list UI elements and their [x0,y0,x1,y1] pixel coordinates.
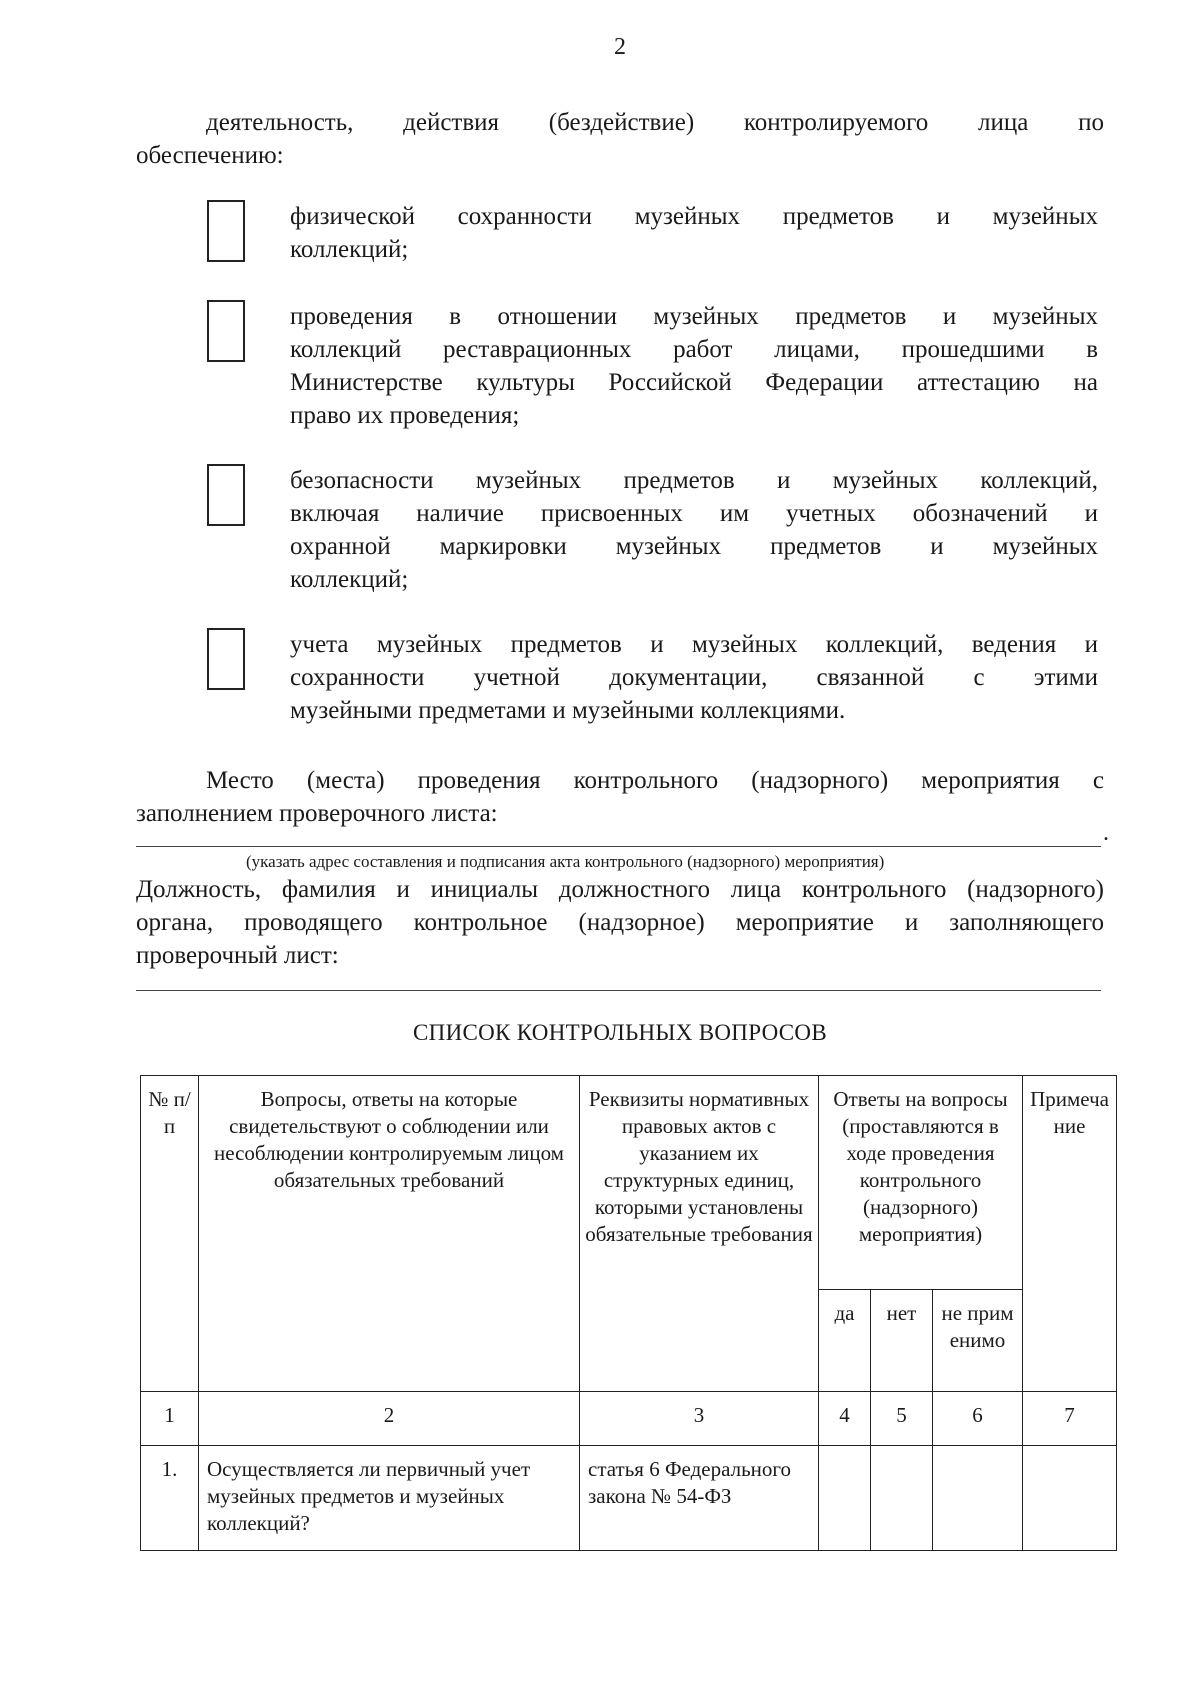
col-number: 5 [871,1392,933,1446]
option-line: включая наличие присвоенных им учетных обозначений и [290,500,1098,527]
intro-line-2: обеспечению: [136,142,284,169]
checkbox[interactable] [207,300,245,362]
official-paragraph [136,873,1104,972]
col-number: 7 [1023,1392,1117,1446]
header-requisites: Реквизиты нормативных правовых актов с указанием их структурных единиц, которыми установлены обязательные требования [580,1076,819,1392]
header-questions: Вопросы, ответы на которые свидетельствуют о соблюдении или несоблюдении контролируемым лицом обязательных требований [199,1076,580,1392]
list-title: СПИСОК КОНТРОЛЬНЫХ ВОПРОСОВ [413,1020,827,1045]
intro-line-1: деятельность, действия (бездействие) контролируемого лица по [206,109,1104,136]
option-line: охранной маркировки музейных предметов и музейных [290,533,1098,560]
address-end-mark: . [1103,820,1109,846]
option-line: коллекций; [290,566,409,593]
col-number: 3 [580,1392,819,1446]
option-line: учета музейных предметов и музейных коллекций, ведения и [290,631,1098,658]
table-number-row [141,1392,1117,1446]
header-na: не применимо [933,1290,1023,1392]
option-text [290,628,1098,727]
answer-yes-cell[interactable] [819,1446,871,1551]
option-text [290,200,1098,266]
row-num: 1. [141,1446,199,1551]
note-cell[interactable] [1023,1446,1117,1551]
col-number: 1 [141,1392,199,1446]
checklist-table [140,1075,1117,1551]
official-fill-line[interactable] [136,990,1101,991]
address-fill-line[interactable] [136,846,1101,847]
option-line: коллекций реставрационных работ лицами, прошедшими в [290,336,1098,363]
option-line: музейными предметами и музейными коллекциями. [290,697,846,724]
official-line-3: проверочный лист: [136,942,339,969]
header-yes: да [819,1290,871,1392]
col-number: 2 [199,1392,580,1446]
col-number: 6 [933,1392,1023,1446]
checkbox[interactable] [207,200,245,262]
option-line: безопасности музейных предметов и музейных коллекций, [290,467,1098,494]
header-answers: Ответы на вопросы (проставляются в ходе проведения контрольного (надзорного) мероприятия) [819,1076,1023,1290]
option-line: Министерстве культуры Российской Федерации аттестацию на [290,369,1098,396]
option-text [290,300,1098,432]
intro-paragraph [136,106,1104,172]
address-caption: (указать адрес составления и подписания акта контрольного (надзорного) мероприятия) [246,852,885,871]
option-line: проведения в отношении музейных предметов и музейных [290,303,1098,330]
checkbox[interactable] [207,628,245,690]
place-paragraph [136,764,1104,830]
row-requisite: статья 6 Федерального закона № 54-ФЗ [580,1446,819,1551]
option-line: право их проведения; [290,402,520,429]
option-line: коллекций; [290,236,409,263]
col-number: 4 [819,1392,871,1446]
table-row [141,1446,1117,1551]
answer-no-cell[interactable] [871,1446,933,1551]
option-line: физической сохранности музейных предметов и музейных [290,203,1098,230]
header-no: нет [871,1290,933,1392]
header-num: № п/п [141,1076,199,1392]
official-line-2: органа, проводящего контрольное (надзорное) мероприятие и заполняющего [136,909,1104,936]
header-note: Примечание [1023,1076,1117,1392]
page-number: 2 [614,34,626,60]
answer-na-cell[interactable] [933,1446,1023,1551]
table-header-row [141,1076,1117,1290]
place-line-1: Место (места) проведения контрольного (надзорного) мероприятия с [206,767,1104,794]
checkbox[interactable] [207,464,245,526]
official-line-1: Должность, фамилия и инициалы должностного лица контрольного (надзорного) [136,876,1104,903]
option-line: сохранности учетной документации, связанной с этими [290,664,1098,691]
place-line-2: заполнением проверочного листа: [136,800,498,827]
option-text [290,464,1098,596]
row-question: Осуществляется ли первичный учет музейных предметов и музейных коллекций? [199,1446,580,1551]
